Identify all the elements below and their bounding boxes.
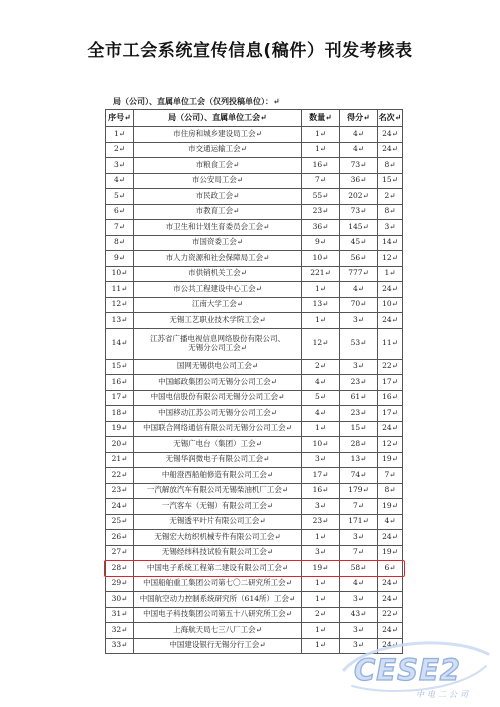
cell-unit-name: 中国电子系统工程第二建设有限公司工会↵	[134, 561, 302, 577]
header-count: 数量↵	[302, 110, 340, 127]
cell-unit-name: 市教育工会↵	[134, 204, 302, 220]
cell-count: 23↵	[302, 204, 340, 220]
table-header-row	[106, 110, 403, 127]
cell-unit-name: 市国资委工会↵	[134, 235, 302, 251]
cell-no: 28↵	[106, 561, 134, 577]
cell-count: 1↵	[302, 576, 340, 592]
cell-rank: 15↵	[378, 173, 403, 189]
cell-rank: 8↵	[378, 158, 403, 174]
cell-unit-name: 市公共工程建设中心工会↵	[134, 282, 302, 298]
cell-count: 1↵	[302, 282, 340, 298]
cell-score: 777↵	[340, 266, 378, 282]
cell-unit-name: 中船澄西船舶修造有限公司工会↵	[134, 468, 302, 484]
table-row	[106, 204, 403, 220]
cell-no: 23↵	[106, 483, 134, 499]
cell-no: 12↵	[106, 297, 134, 313]
cell-count: 16↵	[302, 158, 340, 174]
table-row	[106, 592, 403, 608]
cell-rank: 16↵	[378, 390, 403, 406]
cell-count: 1↵	[302, 638, 340, 654]
table-row	[106, 499, 403, 515]
cell-unit-name: 市人力资源和社会保障局工会↵	[134, 251, 302, 267]
cell-score: 3↵	[340, 313, 378, 329]
cell-count: 1↵	[302, 127, 340, 143]
cell-score: 202↵	[340, 189, 378, 205]
table-row	[106, 437, 403, 453]
cell-rank: 4↵	[378, 514, 403, 530]
cell-unit-name: 无锡华润微电子有限公司工会↵	[134, 452, 302, 468]
table-row	[106, 313, 403, 329]
cell-unit-name: 上海航天局七三八厂工会↵	[134, 623, 302, 639]
cell-count: 1↵	[302, 421, 340, 437]
cell-score: 61↵	[340, 390, 378, 406]
cell-count: 23↵	[302, 514, 340, 530]
table-row	[106, 421, 403, 437]
cell-score: 13↵	[340, 452, 378, 468]
table-row	[106, 576, 403, 592]
cell-score: 3↵	[340, 592, 378, 608]
cell-no: 22↵	[106, 468, 134, 484]
cell-no: 29↵	[106, 576, 134, 592]
cell-count: 3↵	[302, 545, 340, 561]
table-row	[106, 266, 403, 282]
cell-score: 4↵	[340, 127, 378, 143]
cell-no: 13↵	[106, 313, 134, 329]
cell-rank: 1↵	[378, 266, 403, 282]
cell-unit-name: 市公安局工会↵	[134, 173, 302, 189]
document-title: 全市工会系统宣传信息(稿件）刊发考核表	[87, 41, 413, 61]
table-row	[106, 282, 403, 298]
logo-text: CESE2	[354, 653, 461, 687]
table-row	[106, 220, 403, 236]
company-logo	[338, 636, 493, 702]
section-label: 局（公司）、直属单位工会（仅列投稿单位）：↵	[113, 96, 280, 106]
cell-no: 6↵	[106, 204, 134, 220]
cell-rank: 19↵	[378, 499, 403, 515]
cell-unit-name: 市民政工会↵	[134, 189, 302, 205]
cell-score: 70↵	[340, 297, 378, 313]
cell-rank: 7↵	[378, 468, 403, 484]
cell-count: 4↵	[302, 406, 340, 422]
cell-score: 7↵	[340, 499, 378, 515]
cell-no: 2↵	[106, 142, 134, 158]
table-row	[106, 530, 403, 546]
table-body	[106, 127, 403, 654]
cell-no: 20↵	[106, 437, 134, 453]
cell-unit-name: 中国联合网络通信有限公司无锡分公司工会↵	[134, 421, 302, 437]
cell-no: 5↵	[106, 189, 134, 205]
cell-unit-name: 市卫生和计划生育委员会工会↵	[134, 220, 302, 236]
table-row	[106, 452, 403, 468]
header-rank: 名次↵	[378, 110, 403, 127]
header-unit-name: 局（公司）、直属单位工会↵	[134, 110, 302, 127]
cell-count: 9↵	[302, 235, 340, 251]
table-row	[106, 173, 403, 189]
cell-score: 43↵	[340, 607, 378, 623]
table-row	[106, 375, 403, 391]
cell-count: 3↵	[302, 499, 340, 515]
cell-unit-name: 市供销机关工会↵	[134, 266, 302, 282]
logo-subtext: 中电二公司	[416, 690, 471, 699]
table-row	[106, 297, 403, 313]
cell-score: 145↵	[340, 220, 378, 236]
cell-no: 7↵	[106, 220, 134, 236]
cell-score: 73↵	[340, 158, 378, 174]
table-row	[106, 390, 403, 406]
cell-rank: 22↵	[378, 359, 403, 375]
cell-count: 1↵	[302, 530, 340, 546]
header-score: 得分↵	[340, 110, 378, 127]
cell-count: 4↵	[302, 375, 340, 391]
cell-unit-name: 中国移动江苏公司无锡分公司工会↵	[134, 406, 302, 422]
cell-unit-name: 中国船舶重工集团公司第七〇二研究所工会↵	[134, 576, 302, 592]
cell-rank: 17↵	[378, 406, 403, 422]
cell-count: 1↵	[302, 592, 340, 608]
cell-no: 14↵	[106, 328, 134, 359]
cell-no: 21↵	[106, 452, 134, 468]
cell-unit-name: 无锡透平叶片有限公司工会↵	[134, 514, 302, 530]
table-row	[106, 514, 403, 530]
table-row	[106, 251, 403, 267]
cell-rank: 24↵	[378, 142, 403, 158]
cell-no: 19↵	[106, 421, 134, 437]
cell-count: 1↵	[302, 142, 340, 158]
cell-no: 11↵	[106, 282, 134, 298]
table-row	[106, 561, 403, 577]
cell-score: 28↵	[340, 437, 378, 453]
cell-unit-name: 无锡宏大纺织机械专件有限公司工会↵	[134, 530, 302, 546]
cell-count: 19↵	[302, 561, 340, 577]
table-row	[106, 158, 403, 174]
table-row	[106, 359, 403, 375]
cell-no: 18↵	[106, 406, 134, 422]
cell-rank: 10↵	[378, 297, 403, 313]
cell-unit-name: 一汽解放汽车有限公司无锡柴油机厂工会↵	[134, 483, 302, 499]
cell-count: 1↵	[302, 623, 340, 639]
cell-no: 8↵	[106, 235, 134, 251]
cell-unit-name: 中国建设银行无锡分行工会↵	[134, 638, 302, 654]
cell-rank: 14↵	[378, 235, 403, 251]
cell-rank: 24↵	[378, 127, 403, 143]
cell-no: 16↵	[106, 375, 134, 391]
cell-rank: 11↵	[378, 328, 403, 359]
header-no: 序号↵	[106, 110, 134, 127]
cell-no: 15↵	[106, 359, 134, 375]
cell-score: 56↵	[340, 251, 378, 267]
cell-no: 17↵	[106, 390, 134, 406]
cell-rank: 3↵	[378, 220, 403, 236]
cell-count: 2↵	[302, 359, 340, 375]
cell-count: 2↵	[302, 607, 340, 623]
table-row	[106, 235, 403, 251]
cell-rank: 22↵	[378, 607, 403, 623]
cell-count: 1↵	[302, 313, 340, 329]
table-row	[106, 189, 403, 205]
cell-score: 3↵	[340, 530, 378, 546]
cell-unit-name: 一汽客车（无锡）有限公司工会↵	[134, 499, 302, 515]
cell-rank: 17↵	[378, 375, 403, 391]
cell-rank: 19↵	[378, 545, 403, 561]
table-row	[106, 406, 403, 422]
cell-no: 30↵	[106, 592, 134, 608]
cell-rank: 24↵	[378, 530, 403, 546]
cell-count: 55↵	[302, 189, 340, 205]
table-row	[106, 607, 403, 623]
cell-no: 3↵	[106, 158, 134, 174]
cell-count: 7↵	[302, 173, 340, 189]
cell-unit-name: 无锡经纬科技试验有限公司工会↵	[134, 545, 302, 561]
cell-rank: 8↵	[378, 204, 403, 220]
cell-count: 10↵	[302, 437, 340, 453]
table-row	[106, 328, 403, 359]
cell-rank: 24↵	[378, 623, 403, 639]
cell-score: 73↵	[340, 204, 378, 220]
cell-rank: 24↵	[378, 421, 403, 437]
cell-rank: 24↵	[378, 638, 403, 654]
cell-rank: 12↵	[378, 251, 403, 267]
cell-score: 15↵	[340, 421, 378, 437]
cell-no: 31↵	[106, 607, 134, 623]
cell-no: 9↵	[106, 251, 134, 267]
cell-score: 45↵	[340, 235, 378, 251]
cell-rank: 24↵	[378, 592, 403, 608]
cell-score: 3↵	[340, 638, 378, 654]
cell-score: 4↵	[340, 142, 378, 158]
cell-unit-name: 江苏省广播电视信息网络股份有限公司、 无锡分公司工会↵	[134, 328, 302, 359]
cell-unit-name: 中国电子科技集团公司第五十八研究所工会↵	[134, 607, 302, 623]
cell-score: 171↵	[340, 514, 378, 530]
cell-score: 3↵	[340, 359, 378, 375]
cell-no: 26↵	[106, 530, 134, 546]
cell-count: 3↵	[302, 452, 340, 468]
cell-score: 23↵	[340, 406, 378, 422]
cell-rank: 8↵	[378, 483, 403, 499]
table-row	[106, 142, 403, 158]
cell-unit-name: 市住房和城乡建设局工会↵	[134, 127, 302, 143]
assessment-table	[105, 109, 403, 654]
table-row	[106, 483, 403, 499]
cell-no: 27↵	[106, 545, 134, 561]
cell-count: 5↵	[302, 390, 340, 406]
cell-unit-name: 国网无锡供电公司工会↵	[134, 359, 302, 375]
cell-score: 179↵	[340, 483, 378, 499]
cell-count: 13↵	[302, 297, 340, 313]
cell-no: 24↵	[106, 499, 134, 515]
cell-count: 17↵	[302, 468, 340, 484]
cell-score: 4↵	[340, 282, 378, 298]
cell-count: 10↵	[302, 251, 340, 267]
cell-score: 23↵	[340, 375, 378, 391]
cell-no: 32↵	[106, 623, 134, 639]
cell-count: 36↵	[302, 220, 340, 236]
cell-score: 58↵	[340, 561, 378, 577]
cell-score: 74↵	[340, 468, 378, 484]
cell-rank: 24↵	[378, 576, 403, 592]
cell-score: 3↵	[340, 623, 378, 639]
cell-unit-name: 中国航空动力控制系统研究所（614所）工会↵	[134, 592, 302, 608]
cell-unit-name: 中国邮政集团公司无锡分公司工会↵	[134, 375, 302, 391]
table-row	[106, 545, 403, 561]
table-row	[106, 468, 403, 484]
cell-score: 53↵	[340, 328, 378, 359]
cell-rank: 24↵	[378, 313, 403, 329]
cell-no: 1↵	[106, 127, 134, 143]
cell-rank: 12↵	[378, 437, 403, 453]
cell-unit-name: 江南大学工会↵	[134, 297, 302, 313]
cell-unit-name: 中国电信股份有限公司无锡分公司工会↵	[134, 390, 302, 406]
cell-unit-name: 市交通运输工会↵	[134, 142, 302, 158]
cell-no: 33↵	[106, 638, 134, 654]
cell-count: 221↵	[302, 266, 340, 282]
cell-count: 12↵	[302, 328, 340, 359]
cell-no: 10↵	[106, 266, 134, 282]
cell-rank: 2↵	[378, 189, 403, 205]
cell-rank: 19↵	[378, 452, 403, 468]
cell-no: 4↵	[106, 173, 134, 189]
cell-score: 4↵	[340, 576, 378, 592]
cell-unit-name: 无锡工艺职业技术学院工会↵	[134, 313, 302, 329]
cell-rank: 24↵	[378, 282, 403, 298]
table-row	[106, 127, 403, 143]
cell-no: 25↵	[106, 514, 134, 530]
cell-unit-name: 市粮食工会↵	[134, 158, 302, 174]
cell-score: 36↵	[340, 173, 378, 189]
cell-count: 16↵	[302, 483, 340, 499]
cell-rank: 6↵	[378, 561, 403, 577]
cell-score: 7↵	[340, 545, 378, 561]
cell-unit-name: 无锡广电台（集团）工会↵	[134, 437, 302, 453]
